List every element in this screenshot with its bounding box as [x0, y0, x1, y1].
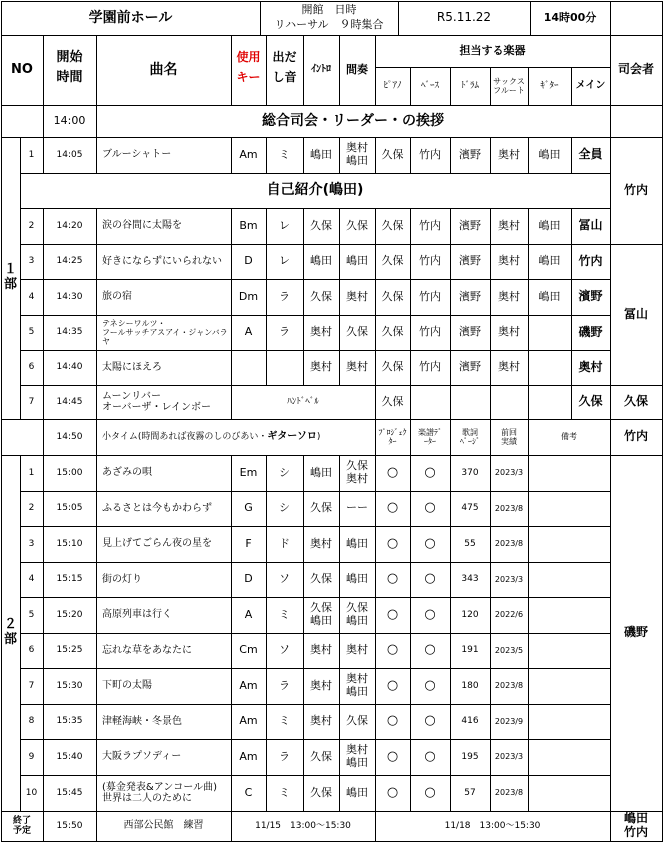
p2-row-key: Em: [239, 465, 258, 479]
break-header-2: 歌詞 ﾍﾟｰｼﾞ: [460, 427, 480, 446]
p1-row-time: 14:45: [56, 396, 83, 407]
p2-row-last: 2023/3: [494, 468, 524, 478]
p2-row-no: 1: [28, 467, 35, 478]
col-tone-2: し音: [272, 70, 297, 85]
p2-row-time: 15:15: [56, 574, 83, 585]
p1-row-sax: [490, 385, 528, 419]
footer-mc: 嶋田 竹内: [623, 811, 648, 839]
p2-row-key: Am: [239, 678, 258, 692]
break-no-cell: [1, 419, 44, 456]
part2-label: ２ 部: [3, 617, 17, 647]
p2-row-tone: ソ: [279, 572, 290, 586]
p1-row-no: 7: [28, 396, 35, 407]
p2-row-projector: ○: [386, 500, 399, 516]
p1-row-piano: 久保: [381, 254, 404, 268]
p1-row-piano: 久保: [381, 325, 404, 339]
break-text-normal: 小タイム(時間あれば夜霧のしのびあい・: [102, 431, 268, 442]
p2-row-interlude: ーー: [346, 501, 368, 515]
p1-row-interlude: 奥村: [346, 360, 368, 374]
self-intro: 自己紹介(嶋田): [266, 182, 364, 199]
p1-row-key: D: [244, 254, 253, 268]
break-text-bold: ギターソロ: [267, 431, 317, 443]
p1-row-main: 奥村: [578, 359, 603, 374]
p1-row-main: 磯野: [578, 324, 603, 339]
col-instruments: 担当する楽器: [459, 43, 526, 57]
p2-row-tone: ソ: [279, 643, 290, 657]
p1-row-piano: 久保: [381, 218, 404, 232]
opening-title: 総合司会・リーダー・の挨拶: [262, 112, 444, 129]
opening-no-cell: [1, 105, 44, 138]
col-tone-1: 出だ: [272, 50, 297, 65]
p2-row-song: 忘れな草をあなたに: [102, 644, 192, 656]
p2-row-interlude: 嶋田: [346, 785, 368, 799]
p2-row-key: F: [245, 536, 252, 550]
p2-row-tone: ラ: [279, 749, 290, 763]
p1-row-intro: 嶋田: [310, 147, 332, 161]
p2-row-page: 55: [464, 538, 476, 549]
col-no: NO: [11, 61, 33, 77]
p2-row-interlude: 久保 奥村: [346, 459, 368, 485]
p1-row-piano: 久保: [381, 394, 404, 408]
p2-row-page: 191: [461, 645, 479, 656]
p1-row-no: 6: [28, 362, 35, 373]
p2-row-page: 120: [461, 609, 479, 620]
break-mc: 竹内: [623, 429, 648, 444]
p2-row-interlude: 奥村 嶋田: [346, 672, 368, 698]
p2-row-page: 195: [461, 751, 479, 762]
p2-row-interlude: 久保: [346, 714, 368, 728]
p2-row-tone: ド: [279, 536, 290, 550]
p2-row-page: 57: [464, 787, 476, 798]
break-header-0: ﾌﾟﾛｼﾞｪｸ ﾀｰ: [378, 427, 407, 446]
p2-row-song: 下町の太陽: [102, 680, 152, 692]
p1-row-song: 太陽にほえろ: [102, 361, 162, 373]
p1-row-intro: 奥村: [310, 360, 332, 374]
p1-row-intro: 久保: [310, 218, 332, 232]
p2-row-interlude: 奥村 嶋田: [346, 743, 368, 769]
p2-row-score: ○: [424, 464, 436, 480]
col-key-1: 使用: [236, 50, 261, 65]
p2-row-projector: ○: [386, 748, 399, 764]
p1-row-song: ムーンリバー オーバーザ・レインボー: [102, 390, 211, 413]
p2-row-tone: ミ: [279, 785, 290, 799]
p2-row-key: Cm: [239, 643, 258, 657]
p2-row-last: 2023/3: [494, 752, 524, 762]
p2-row-notes: [528, 455, 611, 492]
p2-row-last: 2023/3: [494, 574, 524, 584]
col-start-2: 時間: [56, 69, 83, 85]
p2-row-interlude: 奥村: [346, 643, 368, 657]
p1-row-key: A: [244, 325, 253, 339]
p1-row-time: 14:25: [56, 256, 83, 267]
p2-row-key: A: [244, 607, 253, 621]
p2-row-projector: ○: [386, 642, 399, 658]
p2-row-page: 475: [461, 503, 479, 514]
p1-row-drum: [450, 385, 490, 419]
p2-row-no: 8: [28, 716, 35, 727]
opening-mc-cell: [610, 105, 663, 138]
p1-row-sax: 奥村: [498, 289, 520, 303]
p2-row-tone: ミ: [279, 607, 290, 621]
p2-row-score: ○: [424, 606, 436, 622]
p2-row-last: 2023/8: [494, 539, 524, 549]
p2-row-time: 15:25: [56, 645, 83, 656]
footer-time: 15:50: [56, 820, 83, 831]
p2-row-last: 2023/8: [494, 681, 524, 691]
p1-row-song: ブルーシャトー: [102, 149, 172, 161]
p2-row-notes: [528, 526, 611, 563]
p1-row-tone: [266, 350, 303, 385]
p1-row-time: 14:30: [56, 291, 83, 302]
p1-row-time: 14:40: [56, 362, 83, 373]
p1-row-drum: 濱野: [459, 325, 481, 339]
p2-row-key: Am: [239, 714, 258, 728]
p2-row-song: (募金発表&アンコール曲) 世界は二人のために: [102, 781, 218, 804]
p2-row-time: 15:20: [56, 609, 83, 620]
p2-row-notes: [528, 597, 611, 634]
p2-row-notes: [528, 704, 611, 740]
p1-row-no: 5: [28, 327, 35, 338]
p2-row-key: G: [244, 501, 253, 515]
p1-row-bass: 竹内: [419, 218, 441, 232]
opening-time: 14:00: [53, 113, 86, 127]
p1-row-drum: 濱野: [459, 289, 481, 303]
p2-row-projector: ○: [386, 784, 399, 800]
p1-row-interlude: 奥村 嶋田: [346, 141, 368, 167]
p1-row-key: Dm: [238, 289, 259, 303]
break-header-3: 前回 実績: [501, 427, 517, 446]
p1-row-bass: 竹内: [419, 360, 441, 374]
times-line1: 開館 日時: [301, 2, 357, 16]
p2-row-time: 15:35: [56, 716, 83, 727]
p2-row-last: 2023/8: [494, 503, 524, 513]
p2-row-no: 7: [28, 680, 35, 691]
p1-row-no: 1: [28, 149, 35, 160]
p2-mc: 磯野: [623, 625, 648, 640]
p1-row-guitar: [528, 350, 571, 385]
p2-row-tone: ミ: [279, 714, 290, 728]
p2-row-no: 5: [28, 609, 35, 620]
p1-row-time: 14:35: [56, 327, 83, 338]
p2-row-intro: 久保: [310, 785, 332, 799]
break-text-end: ): [316, 431, 321, 442]
p1-row-tone: ラ: [279, 289, 290, 303]
p1-row-song: 好きにならずにいられない: [102, 255, 222, 267]
p2-row-song: 高原列車は行く: [102, 609, 172, 621]
p2-row-notes: [528, 668, 611, 705]
start-time: 14時00分: [543, 10, 597, 24]
p2-row-time: 15:45: [56, 787, 83, 798]
p2-row-key: C: [244, 785, 253, 799]
col-interlude: 間奏: [346, 62, 368, 76]
p2-row-no: 10: [25, 787, 38, 798]
p2-row-key: Am: [239, 749, 258, 763]
p1-row-interlude: 久保: [346, 325, 368, 339]
p2-row-page: 416: [461, 716, 479, 727]
p2-row-page: 370: [461, 467, 479, 478]
p1-row-bass: 竹内: [419, 325, 441, 339]
col-instrument-2: ﾄﾞﾗﾑ: [460, 80, 479, 91]
p2-row-tone: シ: [279, 465, 290, 479]
p2-row-score: ○: [424, 677, 436, 693]
p1-row-bass: [410, 385, 450, 419]
p2-row-intro: 嶋田: [310, 465, 332, 479]
p2-row-intro: 久保 嶋田: [310, 601, 332, 627]
footer-date2: 11/18 13:00～15:30: [444, 820, 541, 831]
p2-row-notes: [528, 739, 611, 776]
times-line2: リハーサル ９時集合: [274, 17, 384, 31]
col-mc: 司会者: [617, 62, 654, 77]
p1-mc-2: 久保: [623, 394, 648, 409]
p1-row-time: 14:20: [56, 220, 83, 231]
p1-mc-0: 竹内: [623, 182, 648, 197]
p1-row-sax: 奥村: [498, 254, 520, 268]
p2-row-song: ふるさとは今もかわらず: [102, 502, 212, 514]
p1-row-tone: レ: [279, 254, 290, 268]
p1-row-main: 濱野: [578, 289, 603, 304]
p2-row-page: 180: [461, 680, 479, 691]
p2-row-tone: ラ: [279, 678, 290, 692]
footer-date1: 11/15 13:00～15:30: [255, 820, 351, 831]
p1-mc-1: 冨山: [623, 306, 648, 321]
p1-row-piano: 久保: [381, 147, 404, 161]
p1-row-guitar: [528, 385, 571, 419]
p1-row-no: 2: [28, 220, 35, 231]
p2-row-song: あざみの唄: [102, 467, 152, 479]
p2-row-notes: [528, 491, 611, 527]
p2-row-intro: 久保: [310, 749, 332, 763]
p1-row-interlude: 久保: [346, 218, 368, 232]
col-instrument-3: サックス フルート: [493, 76, 525, 95]
break-time: 14:50: [56, 431, 83, 442]
p1-row-guitar: 嶋田: [538, 289, 561, 303]
p2-row-intro: 奥村: [310, 536, 332, 550]
p2-row-no: 3: [28, 538, 35, 549]
p1-row-no: 4: [28, 291, 35, 302]
p1-row-song: 涙の谷間に太陽を: [102, 220, 182, 232]
p1-row-piano: 久保: [381, 360, 404, 374]
break-header-4: 備考: [561, 432, 577, 442]
footer-label: 終了 予定: [12, 815, 31, 836]
p2-row-notes: [528, 775, 611, 812]
p1-row-main: 久保: [578, 394, 603, 409]
p1-row-sax: 奥村: [498, 147, 520, 161]
p1-row-intro: 久保: [310, 289, 332, 303]
p2-row-no: 2: [28, 503, 35, 514]
p2-row-time: 15:10: [56, 538, 83, 549]
p1-row-song: テネシーワルツ・ フールサッチアスアイ・ジャンバラヤ: [102, 318, 228, 347]
p1-row-key: Bm: [239, 218, 258, 232]
p1-row-sax: 奥村: [498, 325, 520, 339]
col-instrument-1: ﾍﾞｰｽ: [420, 80, 439, 91]
event-date: R5.11.22: [436, 10, 492, 25]
col-song: 曲名: [149, 61, 178, 78]
p2-row-no: 6: [28, 645, 35, 656]
part1-label: １ 部: [3, 262, 17, 292]
p2-row-score: ○: [424, 571, 436, 587]
p2-row-last: 2023/9: [494, 716, 524, 726]
col-intro: ｲﾝﾄﾛ: [311, 64, 331, 76]
header-corner: [610, 1, 663, 36]
p2-row-score: ○: [424, 642, 436, 658]
p1-row-song: 旅の宿: [102, 291, 132, 303]
p2-row-time: 15:30: [56, 680, 83, 691]
p2-row-score: ○: [424, 748, 436, 764]
p2-row-song: 大阪ラプソディー: [102, 751, 182, 763]
p2-row-score: ○: [424, 535, 436, 551]
p2-row-song: 津軽海峡・冬景色: [102, 715, 182, 727]
p1-row-key: [231, 350, 266, 385]
p2-row-song: 見上げてごらん夜の星を: [102, 538, 212, 550]
p2-row-last: 2022/6: [494, 610, 524, 620]
p1-row-bass: 竹内: [419, 147, 441, 161]
p1-row-guitar: 嶋田: [538, 147, 561, 161]
p2-row-intro: 久保: [310, 501, 332, 515]
p2-row-time: 15:05: [56, 503, 83, 514]
break-header-1: 楽譜ﾃﾞ ｰﾀｰ: [418, 427, 442, 446]
p1-row-main: 冨山: [578, 218, 603, 233]
p1-row-drum: 濱野: [459, 218, 481, 232]
p2-row-intro: 奥村: [310, 678, 332, 692]
col-instrument-5: メイン: [575, 80, 606, 92]
col-start-1: 開始: [56, 49, 83, 65]
p1-row-bass: 竹内: [419, 289, 441, 303]
p2-row-notes: [528, 562, 611, 598]
p2-row-intro: 奥村: [310, 714, 332, 728]
p1-row-intro: 嶋田: [310, 254, 332, 268]
p2-row-notes: [528, 633, 611, 669]
p2-row-no: 9: [28, 751, 35, 762]
col-instrument-4: ｷﾞﾀｰ: [540, 80, 559, 91]
p1-row-interlude: 嶋田: [346, 254, 368, 268]
p1-row-time: 14:05: [56, 149, 83, 160]
p2-row-projector: ○: [386, 464, 399, 480]
p1-row-main: 竹内: [578, 253, 603, 268]
p2-row-last: 2023/8: [494, 788, 524, 798]
p1-row-drum: 濱野: [459, 254, 481, 268]
p1-row-tone: ラ: [279, 325, 290, 339]
p2-row-score: ○: [424, 713, 436, 729]
p2-row-interlude: 嶋田: [346, 536, 368, 550]
p1-row-tone: レ: [279, 218, 290, 232]
p1-row-no: 3: [28, 256, 35, 267]
p1-row-bass: 竹内: [419, 254, 441, 268]
p1-row-sax: 奥村: [498, 360, 520, 374]
p1-row-drum: 濱野: [459, 147, 481, 161]
p1-row-main: 全員: [578, 147, 603, 162]
footer-practice: 西部公民館 練習: [123, 820, 204, 832]
p1-row-intro: 奥村: [310, 325, 332, 339]
p1-row-handbell: ﾊﾝﾄﾞﾍﾞﾙ: [287, 396, 319, 407]
hall-name: 学園前ホール: [88, 9, 173, 26]
p2-row-page: 343: [461, 574, 479, 585]
p2-row-projector: ○: [386, 713, 399, 729]
p2-row-score: ○: [424, 784, 436, 800]
p2-row-song: 街の灯り: [102, 573, 142, 585]
p2-row-key: D: [244, 572, 253, 586]
p2-row-interlude: 久保 嶋田: [346, 601, 368, 627]
p2-row-intro: 奥村: [310, 643, 332, 657]
p2-row-intro: 久保: [310, 572, 332, 586]
p2-row-tone: シ: [279, 501, 290, 515]
col-key-2: キー: [236, 70, 261, 85]
p1-row-drum: 濱野: [459, 360, 481, 374]
p2-row-interlude: 嶋田: [346, 572, 368, 586]
break-text: [96, 419, 375, 455]
p2-row-time: 15:00: [56, 467, 83, 478]
p1-row-guitar: [528, 315, 571, 350]
p2-row-score: ○: [424, 500, 436, 516]
p2-row-projector: ○: [386, 677, 399, 693]
p1-row-sax: 奥村: [498, 218, 520, 232]
p2-row-projector: ○: [386, 535, 399, 551]
col-instrument-0: ﾋﾟｱﾉ: [383, 80, 402, 91]
p1-row-interlude: 奥村: [346, 289, 368, 303]
p2-row-no: 4: [28, 574, 35, 585]
p1-row-key: Am: [239, 147, 258, 161]
p2-row-projector: ○: [386, 571, 399, 587]
p2-row-last: 2023/5: [494, 645, 524, 655]
p1-row-piano: 久保: [381, 289, 404, 303]
p1-row-guitar: 嶋田: [538, 218, 561, 232]
p1-row-tone: ミ: [279, 147, 290, 161]
p2-row-projector: ○: [386, 606, 399, 622]
p1-row-guitar: 嶋田: [538, 254, 561, 268]
p2-row-time: 15:40: [56, 751, 83, 762]
